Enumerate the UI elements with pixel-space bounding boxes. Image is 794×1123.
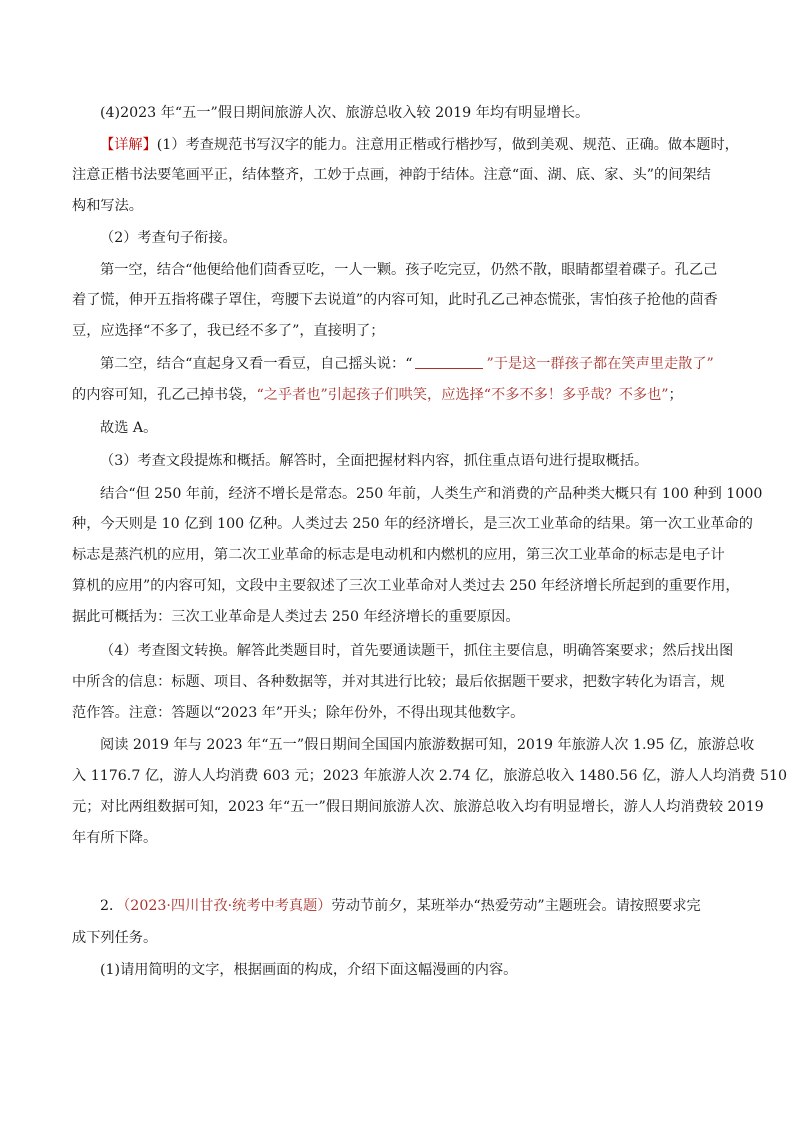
- quoted-text: ”于是这一群孩子都在笑声里走散了”: [486, 356, 714, 372]
- text-line: 标志是蒸汽机的应用，第二次工业革命的标志是电动机和内燃机的应用，第三次工业革命的标志是电子计: [72, 547, 725, 563]
- detail-tag: 【详解】: [100, 137, 157, 153]
- text-line: 范作答。注意：答题以“2023 年”开头；除年份外，不得出现其他数字。: [72, 705, 525, 721]
- section-heading-2: （2）考查句子衔接。: [100, 230, 237, 246]
- text-line: 入 1176.7 亿，游人人均消费 603 元；2023 年旅游人次 2.74 亿，旅游总收入 1480.56 亿，游人人均消费 510: [72, 768, 788, 784]
- text-line: 年有所下降。: [72, 830, 158, 846]
- question-2: [0, 890, 794, 990]
- detail-paragraph-1: 【详解】(1）考查规范书写汉字的能力。注意用正楷或行楷抄写，做到美观、规范、正确。做本题时，: [100, 137, 739, 153]
- fill-blank: [415, 354, 483, 369]
- sub-question-1: (1)请用简明的文字，根据画面的构成，介绍下面这幅漫画的内容。: [100, 962, 518, 978]
- text-line: 构和写法。: [72, 198, 143, 214]
- section-heading-4: （4）考查图文转换。解答此类题目时，首先要通读题干，抓住主要信息，明确答案要求；然后找出图: [100, 643, 734, 659]
- text-line: 元；对比两组数据可知，2023 年“五一”假日期间旅游人次、旅游总收入均有明显增长，游人人均消费较 2019: [72, 799, 764, 815]
- text-line: 阅读 2019 年与 2023 年“五一”假日期间全国国内旅游数据可知，2019 年旅游人次 1.95 亿，旅游总收: [100, 737, 755, 753]
- question-stem: 2．（2023·四川甘孜·统考中考真题）劳动节前夕，某班举办“热爱劳动”主题班会。请按照要求完: [100, 898, 701, 914]
- text-line: 据此可概括为：三次工业革命是人类过去 250 年经济增长的重要原因。: [72, 609, 520, 625]
- text-line: 中所含的信息：标题、项目、各种数据等，并对其进行比较；最后依据题干要求，把数字转化为语言，规: [72, 674, 725, 690]
- question-source: （2023·四川甘孜·统考中考真题）: [123, 898, 332, 914]
- answer-choice: 故选 A。: [100, 420, 158, 436]
- question-number: 2．: [100, 898, 124, 914]
- second-blank-line: 第二空，结合“直起身又看一看豆，自己摇头说：“ ”于是这一群孩子都在笑声里走散了”: [100, 356, 714, 372]
- text-line: 算机的应用”的内容可知，文段中主要叙述了三次工业革命对人类过去 250 年经济增长所起到的重要作用，: [72, 578, 740, 594]
- text-line: 结合“但 250 年前，经济不增长是常态。250 年前，人类生产和消费的产品种类大概只有 100 种到 1000: [100, 486, 763, 502]
- text-line: 的内容可知，孔乙己掉书袋，“之乎者也”引起孩子们哄笑，应选择“不多不多！多乎哉？不多也”；: [72, 387, 683, 403]
- text-line: 第一空，结合“他便给他们茴香豆吃，一人一颗。孩子吃完豆，仍然不散，眼睛都望着碟子。孔乙己: [100, 262, 718, 278]
- quoted-text: “之乎者也”引起孩子们哄笑，应选择“不多不多！多乎哉？不多也”: [256, 387, 669, 403]
- text-line: 成下列任务。: [72, 930, 158, 946]
- text-line: 种，今天则是 10 亿到 100 亿种。人类过去 250 年的经济增长，是三次工业革命的结果。第一次工业革命的: [72, 516, 753, 532]
- section-heading-3: （3）考查文段提炼和概括。解答时，全面把握材料内容，抓住重点语句进行提取概括。: [100, 453, 649, 469]
- text-line: 注意正楷书法要笔画平正，结体整齐，工妙于点画，神韵于结体。注意“面、湖、底、家、头”的间架结: [72, 167, 711, 183]
- text-line: 豆，应选择“不多了，我已经不多了”，直接明了；: [72, 323, 385, 339]
- answer-line-4: (4)2023 年“五一”假日期间旅游人次、旅游总收入较 2019 年均有明显增长。: [100, 105, 590, 121]
- text-line: 着了慌，伸开五指将碟子罩住，弯腰下去说道”的内容可知，此时孔乙己神态慌张，害怕孩子抢他的茴香: [72, 292, 718, 308]
